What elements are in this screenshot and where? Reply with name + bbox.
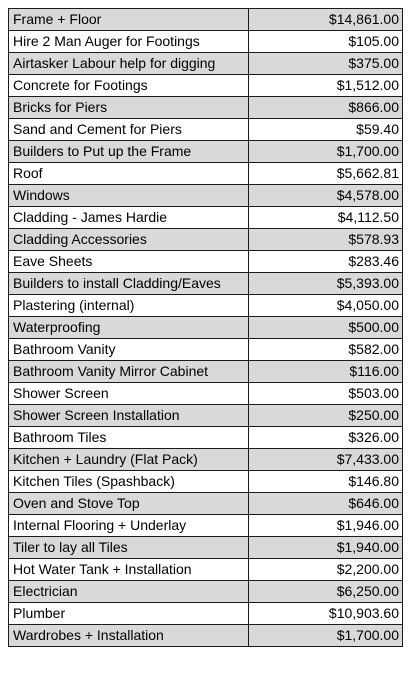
item-cell: Kitchen + Laundry (Flat Pack)	[9, 449, 249, 471]
table-row	[9, 581, 403, 603]
item-cell: Internal Flooring + Underlay	[9, 515, 249, 537]
cost-cell: $10,903.60	[249, 603, 403, 625]
cost-cell: $500.00	[249, 317, 403, 339]
cost-cell: $1,700.00	[249, 141, 403, 163]
cost-cell: $7,433.00	[249, 449, 403, 471]
item-cell: Bathroom Vanity	[9, 339, 249, 361]
table-row	[9, 449, 403, 471]
cost-cell: $116.00	[249, 361, 403, 383]
cost-cell: $105.00	[249, 31, 403, 53]
table-row	[9, 185, 403, 207]
table-row	[9, 339, 403, 361]
cost-cell: $2,200.00	[249, 559, 403, 581]
table-row	[9, 141, 403, 163]
cost-cell: $578.93	[249, 229, 403, 251]
cost-cell: $14,861.00	[249, 9, 403, 31]
table-row	[9, 405, 403, 427]
item-cell: Concrete for Footings	[9, 75, 249, 97]
table-row	[9, 75, 403, 97]
item-cell: Frame + Floor	[9, 9, 249, 31]
cost-cell: $1,700.00	[249, 625, 403, 647]
table-row	[9, 603, 403, 625]
table-row	[9, 207, 403, 229]
item-cell: Wardrobes + Installation	[9, 625, 249, 647]
item-cell: Bricks for Piers	[9, 97, 249, 119]
table-row	[9, 53, 403, 75]
table-row	[9, 273, 403, 295]
cost-table-body	[9, 9, 403, 647]
item-cell: Electrician	[9, 581, 249, 603]
table-row	[9, 493, 403, 515]
cost-cell: $375.00	[249, 53, 403, 75]
item-cell: Builders to install Cladding/Eaves	[9, 273, 249, 295]
item-cell: Plumber	[9, 603, 249, 625]
cost-cell: $146.80	[249, 471, 403, 493]
cost-cell: $1,940.00	[249, 537, 403, 559]
table-row	[9, 119, 403, 141]
table-row	[9, 251, 403, 273]
item-cell: Kitchen Tiles (Spashback)	[9, 471, 249, 493]
table-row	[9, 97, 403, 119]
item-cell: Cladding - James Hardie	[9, 207, 249, 229]
item-cell: Plastering (internal)	[9, 295, 249, 317]
cost-cell: $250.00	[249, 405, 403, 427]
table-row	[9, 427, 403, 449]
item-cell: Cladding Accessories	[9, 229, 249, 251]
cost-cell: $582.00	[249, 339, 403, 361]
item-cell: Bathroom Tiles	[9, 427, 249, 449]
table-row	[9, 515, 403, 537]
table-row	[9, 317, 403, 339]
cost-cell: $866.00	[249, 97, 403, 119]
table-row	[9, 31, 403, 53]
table-row	[9, 163, 403, 185]
cost-table	[8, 8, 403, 647]
cost-cell: $5,393.00	[249, 273, 403, 295]
cost-cell: $326.00	[249, 427, 403, 449]
item-cell: Tiler to lay all Tiles	[9, 537, 249, 559]
cost-cell: $283.46	[249, 251, 403, 273]
cost-cell: $59.40	[249, 119, 403, 141]
table-row	[9, 295, 403, 317]
item-cell: Roof	[9, 163, 249, 185]
item-cell: Sand and Cement for Piers	[9, 119, 249, 141]
item-cell: Windows	[9, 185, 249, 207]
table-row	[9, 383, 403, 405]
cost-cell: $4,050.00	[249, 295, 403, 317]
table-row	[9, 9, 403, 31]
item-cell: Oven and Stove Top	[9, 493, 249, 515]
item-cell: Bathroom Vanity Mirror Cabinet	[9, 361, 249, 383]
cost-cell: $646.00	[249, 493, 403, 515]
table-row	[9, 559, 403, 581]
table-row	[9, 625, 403, 647]
cost-cell: $4,578.00	[249, 185, 403, 207]
cost-cell: $5,662.81	[249, 163, 403, 185]
item-cell: Airtasker Labour help for digging	[9, 53, 249, 75]
item-cell: Hire 2 Man Auger for Footings	[9, 31, 249, 53]
item-cell: Eave Sheets	[9, 251, 249, 273]
cost-cell: $503.00	[249, 383, 403, 405]
cost-cell: $1,512.00	[249, 75, 403, 97]
table-row	[9, 537, 403, 559]
item-cell: Shower Screen Installation	[9, 405, 249, 427]
cost-cell: $1,946.00	[249, 515, 403, 537]
table-row	[9, 229, 403, 251]
item-cell: Shower Screen	[9, 383, 249, 405]
cost-cell: $4,112.50	[249, 207, 403, 229]
table-row	[9, 361, 403, 383]
item-cell: Waterproofing	[9, 317, 249, 339]
item-cell: Builders to Put up the Frame	[9, 141, 249, 163]
table-row	[9, 471, 403, 493]
cost-cell: $6,250.00	[249, 581, 403, 603]
item-cell: Hot Water Tank + Installation	[9, 559, 249, 581]
